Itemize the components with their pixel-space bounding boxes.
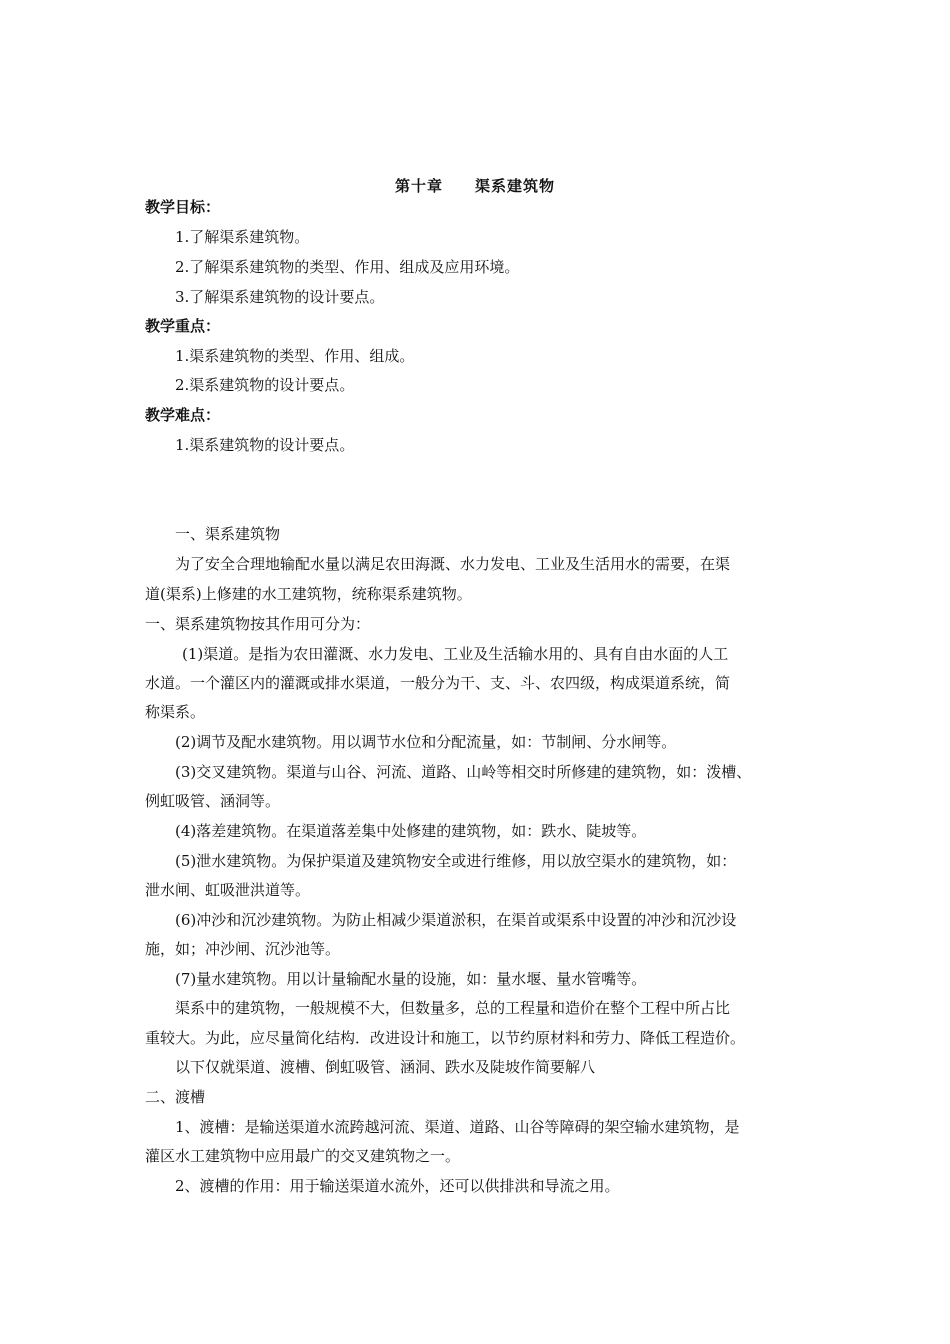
paragraph-line: 水道。一个灌区内的灌溉或排水渠道，一般分为干、支、斗、农四级，构成渠道系统，简 (145, 674, 731, 692)
paragraph-line: 1、渡槽：是输送渠道水流跨越河流、渠道、道路、山谷等障碍的架空输水建筑物，是 (175, 1118, 740, 1136)
goal-item: 1.了解渠系建筑物。 (175, 228, 310, 246)
key-item: 2.渠系建筑物的设计要点。 (175, 376, 355, 394)
paragraph-line: 为了安全合理地输配水量以满足农田海溉、水力发电、工业及生活用水的需要，在渠 (175, 555, 731, 573)
paragraph-line: 灌区水工建筑物中应用最广的交叉建筑物之一。 (145, 1147, 461, 1165)
goals-heading: 教学目标： (145, 198, 221, 216)
section-heading: 二、渡槽 (145, 1088, 206, 1106)
key-item: 1.渠系建筑物的类型、作用、组成。 (175, 347, 415, 365)
paragraph-line: (3)交叉建筑物。渠道与山谷、河流、道路、山岭等相交时所修建的建筑物，如：泼槽、 (175, 763, 752, 781)
section-heading: 一、渠系建筑物按其作用可分为： (145, 615, 371, 633)
key-heading: 教学重点： (145, 317, 221, 335)
goal-item: 2.了解渠系建筑物的类型、作用、组成及应用环境。 (175, 258, 520, 276)
paragraph-line: 重较大。为此，应尽量简化结构．改进设计和施工，以节约原材料和劳力、降低工程造价。 (145, 1029, 746, 1047)
difficult-item: 1.渠系建筑物的设计要点。 (175, 436, 355, 454)
paragraph-line: 以下仅就渠道、渡槽、倒虹吸管、涵洞、跌水及陡坡作简要解八 (175, 1058, 596, 1076)
paragraph-line: (1)渠道。是指为农田灌溉、水力发电、工业及生活输水用的、具有自由水面的人工 (182, 645, 729, 663)
paragraph-line: (4)落差建筑物。在渠道落差集中处修建的建筑物，如：跌水、陡坡等。 (175, 822, 647, 840)
paragraph-line: (2)调节及配水建筑物。用以调节水位和分配流量，如：节制闸、分水闸等。 (175, 733, 677, 751)
paragraph-line: (5)泄水建筑物。为保护渠道及建筑物安全或进行维修，用以放空渠水的建筑物，如： (175, 852, 737, 870)
difficult-heading: 教学难点： (145, 406, 221, 424)
goal-item: 3.了解渠系建筑物的设计要点。 (175, 288, 385, 306)
paragraph-line: 施，如；冲沙闸、沉沙池等。 (145, 940, 341, 958)
chapter-title: 第十章 渠系建筑物 (394, 177, 555, 195)
section-heading: 一、渠系建筑物 (175, 525, 281, 543)
paragraph-line: (7)量水建筑物。用以计量输配水量的设施，如：量水堰、量水管嘴等。 (175, 970, 647, 988)
paragraph-line: 例虹吸管、涵洞等。 (145, 792, 281, 810)
paragraph-line: 泄水闸、虹吸泄洪道等。 (145, 881, 311, 899)
paragraph-line: 道(渠系)上修建的水工建筑物，统称渠系建筑物。 (145, 585, 472, 603)
paragraph-line: 渠系中的建筑物，一般规模不大，但数量多，总的工程量和造价在整个工程中所占比 (175, 999, 731, 1017)
paragraph-line: 称渠系。 (145, 703, 206, 721)
paragraph-line: (6)冲沙和沉沙建筑物。为防止相减少渠道淤积，在渠首或渠系中设置的冲沙和沉沙设 (175, 911, 737, 929)
paragraph-line: 2、渡槽的作用：用于输送渠道水流外，还可以供排洪和导流之用。 (175, 1177, 620, 1195)
